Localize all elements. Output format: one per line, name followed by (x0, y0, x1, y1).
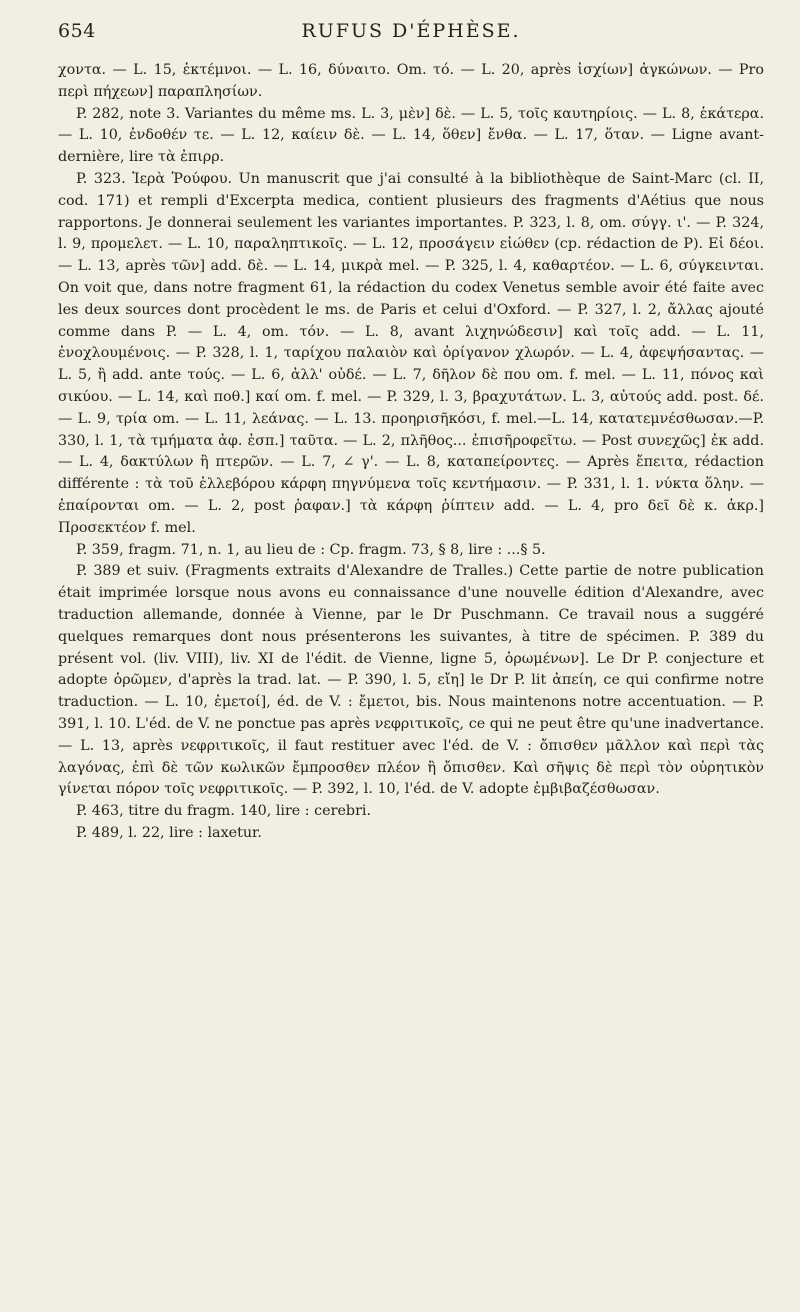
note-paragraph-4: P. 359, fragm. 71, n. 1, au lieu de : Cp. fragm. 73, § 8, lire : ...§ 5. (76, 541, 546, 558)
note-paragraph-6: P. 463, titre du fragm. 140, lire : cerebri. (76, 803, 372, 820)
note-paragraph-7: P. 489, l. 22, lire : laxetur. (76, 824, 262, 841)
running-title: RUFUS D'ÉPHÈSE. (301, 20, 521, 42)
running-head (58, 20, 764, 52)
notes-body (58, 60, 764, 845)
note-paragraph-5: P. 389 et suiv. (Fragments extraits d'Alexandre de Tralles.) Cette partie de notre publication était imprimée lorsque nous avons eu connaissance d'une nouvelle édition d'Alexandre, avec traduction allemande, donnée à Vienne, par le Dr Puschmann. Ce travail nous a suggéré quelques remarques dont nous présenterons les suivantes, à titre de spécimen. P. 389 du présent vol. (liv. VIII), liv. XI de l'édit. de Vienne, ligne 5, ὁρωμένων]. Le Dr P. conjecture et adopte ὁρῶμεν, d'après la trad. lat. — P. 390, l. 5, εἴη] le Dr P. lit ἀπείη, ce qui confirme notre traduction. — L. 10, ἐμετοί], éd. de V. : ἔμετοι, bis. Nous maintenons notre accentuation. — P. 391, l. 10. L'éd. de V. ne ponctue pas après νεφριτικοῖς, ce qui ne peut être qu'une inadvertance. — L. 13, après νεφριτικοῖς, il faut restituer avec l'éd. de V. : ὄπισθεν μᾶλλον καὶ περὶ τὰς λαγόνας, ἐπὶ δὲ τῶν κωλικῶν ἔμπροσθεν πλέον ἢ ὄπισθεν. Καὶ σῆψις δὲ περὶ τὸν οὐρητικὸν γίνεται πόρον τοῖς νεφριτικοῖς. — P. 392, l. 10, l'éd. de V. adopte ἐμβιβαζέσθωσαν. (58, 563, 764, 798)
note-paragraph-1: χοντα. — L. 15, ἐκτέμνοι. — L. 16, δύναιτο. Om. τό. — L. 20, après ἰσχίων] ἀγκώνων. — Pro περὶ πήχεων] παραπλησίων. (58, 62, 764, 100)
note-paragraph-3: P. 323. Ἱερὰ Ῥούφου. Un manuscrit que j'ai consulté à la bibliothèque de Saint-Marc (cl. II, cod. 171) et rempli d'Excerpta medica, contient plusieurs des fragments d'Aétius que nous rapportons. Je donnerai seulement les variantes importantes. P. 323, l. 8, om. σύγγ. ι'. — P. 324, l. 9, προμελετ. — L. 10, παραληπτικοῖς. — L. 12, προσάγειν εἰώθεν (cp. rédaction de P). Εἰ δέοι. — L. 13, après τῶν] add. δὲ. — L. 14, μικρὰ mel. — P. 325, l. 4, καθαρτέον. — L. 6, σύγκεινται. On voit que, dans notre fragment 61, la rédaction du codex Venetus semble avoir été faite avec les deux sources dont procèdent le ms. de Paris et celui d'Oxford. — P. 327, l. 2, ἄλλας ajouté comme dans P. — L. 4, om. τόν. — L. 8, avant λιχηνώδεσιν] καὶ τοῖς add. — L. 11, ἐνοχλουμένοις. — P. 328, l. 1, ταρίχου παλαιὸν καὶ ὀρίγανον χλωρόν. — L. 4, ἀφεψήσαντας. — L. 5, ἢ add. ante τούς. — L. 6, ἀλλ' οὐδέ. — L. 7, δῆλον δὲ που om. f. mel. — L. 11, πόνος καὶ σικύου. — L. 14, καὶ ποθ.] καί om. f. mel. — P. 329, l. 3, βραχυτάτων. L. 3, αὐτούς add. post. δέ. — L. 9, τρία om. — L. 11, λεάνας. — L. 13. προηρισῆκόσι, f. mel.—L. 14, κατατεμνέσθωσαν.—P. 330, l. 1, τὰ τμήματα ἀφ. ἐσπ.] ταῦτα. — L. 2, πλῆθος... ἐπισῆροφεῖτω. — Post συνεχῶς] ἐκ add. — L. 4, δακτύλων ἢ πτερῶν. — L. 7, ∠ γ'. — L. 8, καταπείροντες. — Après ἔπειτα, rédaction différente : τὰ τοῦ ἐλλεβόρου κάρφη πηγνύμενα τοῖς κεντήμασιν. — P. 331, l. 1. νύκτα ὅλην. — ἐπαίρονται om. — L. 2, post ῥαφαν.] τὰ κάρφη ῥίπτειν add. — L. 4, pro δεῖ δὲ κ. ἀκρ.] Προσεκτέον f. mel. (58, 170, 764, 536)
page-number: 654 (58, 20, 96, 42)
note-paragraph-2: P. 282, note 3. Variantes du même ms. L. 3, μὲν] δὲ. — L. 5, τοῖς καυτηρίοις. — L. 8, ἑκάτερα. — L. 10, ἐνδοθέν τε. — L. 12, καίειν δὲ. — L. 14, ὅθεν] ἔνθα. — L. 17, ὅταν. — Ligne avant-dernière, lire τὰ ἐπιρρ. (58, 105, 764, 166)
